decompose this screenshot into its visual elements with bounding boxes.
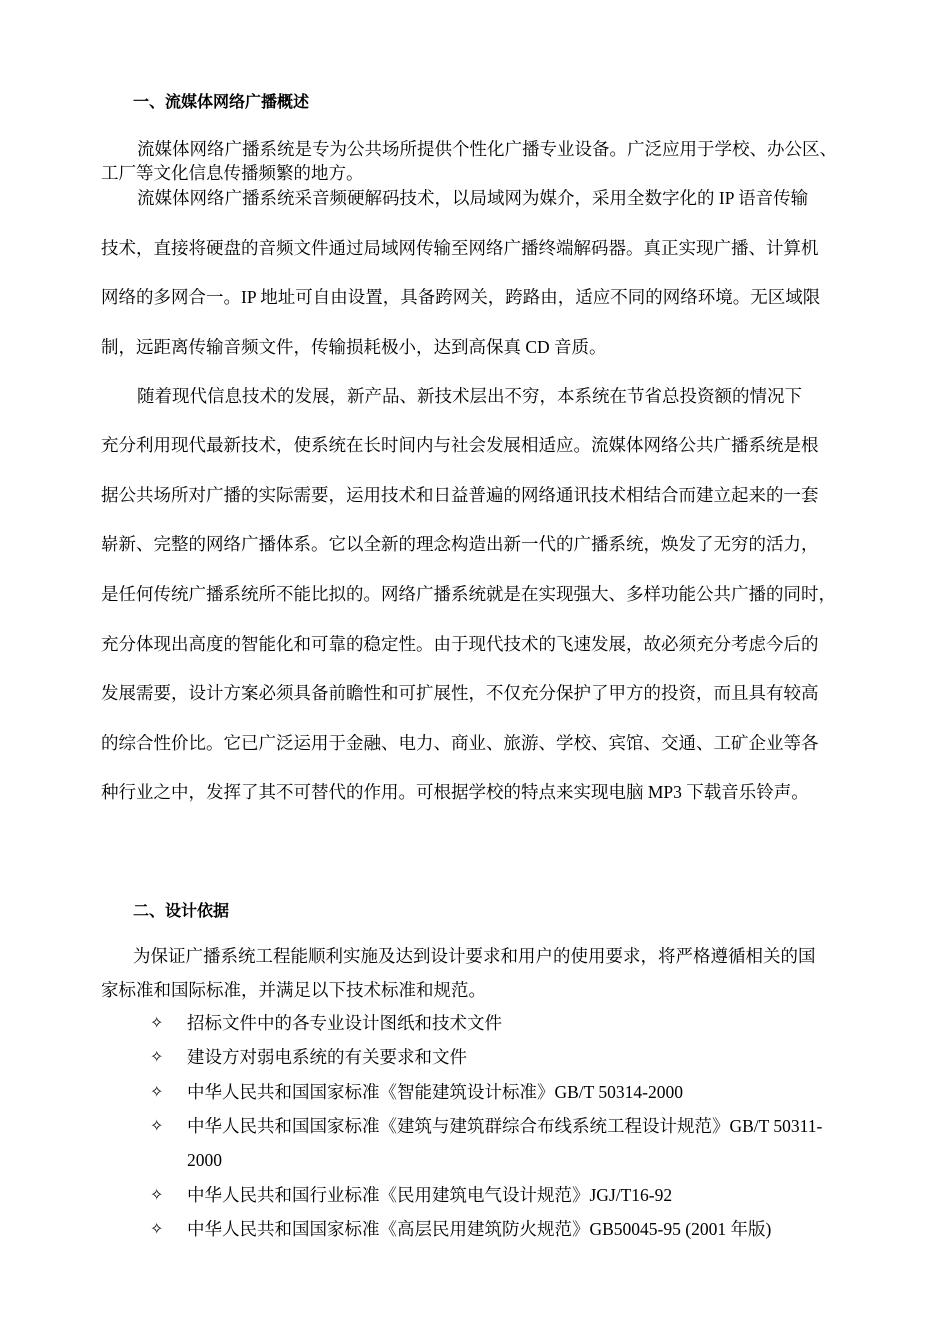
list-item-text: 中华人民共和国国家标准《智能建筑设计标准》GB/T 50314-2000 [187, 1082, 683, 1102]
paragraph-line: 充分体现出高度的智能化和可靠的稳定性。由于现代技术的飞速发展，故必须充分考虑今后的 [101, 634, 819, 654]
paragraph-line: 据公共场所对广播的实际需要，运用技术和日益普遍的网络通讯技术相结合而建立起来的一套 [101, 485, 819, 505]
paragraph-line: 为保证广播系统工程能顺利实施及达到设计要求和用户的使用要求，将严格遵循相关的国 [133, 946, 816, 966]
paragraph-line: 发展需要，设计方案必须具备前瞻性和可扩展性，不仅充分保护了甲方的投资，而且具有较高 [101, 683, 819, 703]
bullet-icon: ✧ [150, 1047, 164, 1066]
list-item-text: 中华人民共和国国家标准《建筑与建筑群综合布线系统工程设计规范》GB/T 50311- [187, 1116, 823, 1136]
list-item-text: 2000 [187, 1150, 222, 1170]
paragraph-line: 网络的多网合一。IP 地址可自由设置，具备跨网关，跨路由，适应不同的网络环境。无区域限 [101, 287, 821, 307]
paragraph-line: 随着现代信息技术的发展，新产品、新技术层出不穷，本系统在节省总投资额的情况下 [137, 386, 802, 406]
paragraph-line: 制，远距离传输音频文件，传输损耗极小，达到高保真 CD 音质。 [101, 337, 607, 357]
paragraph-line: 是任何传统广播系统所不能比拟的。网络广播系统就是在实现强大、多样功能公共广播的同时， [101, 584, 836, 604]
section-1-heading: 一、流媒体网络广播概述 [133, 92, 310, 111]
paragraph-line: 种行业之中，发挥了其不可替代的作用。可根据学校的特点来实现电脑 MP3 下载音乐铃声。 [101, 782, 809, 802]
bullet-icon: ✧ [150, 1082, 164, 1101]
list-item-text: 中华人民共和国行业标准《民用建筑电气设计规范》JGJ/T16-92 [187, 1185, 673, 1205]
paragraph-line: 技术，直接将硬盘的音频文件通过局域网传输至网络广播终端解码器。真正实现广播、计算机 [101, 238, 819, 258]
paragraph-line: 的综合性价比。它已广泛运用于金融、电力、商业、旅游、学校、宾馆、交通、工矿企业等各 [101, 733, 819, 753]
list-item-text: 中华人民共和国国家标准《高层民用建筑防火规范》GB50045-95 (2001 年版) [187, 1219, 772, 1239]
bullet-icon: ✧ [150, 1219, 164, 1238]
list-item-text: 招标文件中的各专业设计图纸和技术文件 [187, 1013, 502, 1033]
bullet-icon: ✧ [150, 1116, 164, 1135]
paragraph-line: 工厂等文化信息传播频繁的地方。 [101, 163, 364, 183]
list-item-text: 建设方对弱电系统的有关要求和文件 [187, 1047, 467, 1067]
paragraph-line: 家标准和国际标准，并满足以下技术标准和规范。 [101, 980, 486, 1000]
section-2-heading: 二、设计依据 [133, 901, 230, 920]
paragraph-line: 流媒体网络广播系统是专为公共场所提供个性化广播专业设备。广泛应用于学校、办公区、 [137, 139, 837, 159]
bullet-icon: ✧ [150, 1185, 164, 1204]
paragraph-line: 崭新、完整的网络广播体系。它以全新的理念构造出新一代的广播系统，焕发了无穷的活力， [101, 534, 819, 554]
bullet-icon: ✧ [150, 1013, 164, 1032]
paragraph-line: 充分利用现代最新技术，使系统在长时间内与社会发展相适应。流媒体网络公共广播系统是根 [101, 435, 819, 455]
paragraph-line: 流媒体网络广播系统采音频硬解码技术，以局域网为媒介，采用全数字化的 IP 语音传输 [137, 188, 809, 208]
